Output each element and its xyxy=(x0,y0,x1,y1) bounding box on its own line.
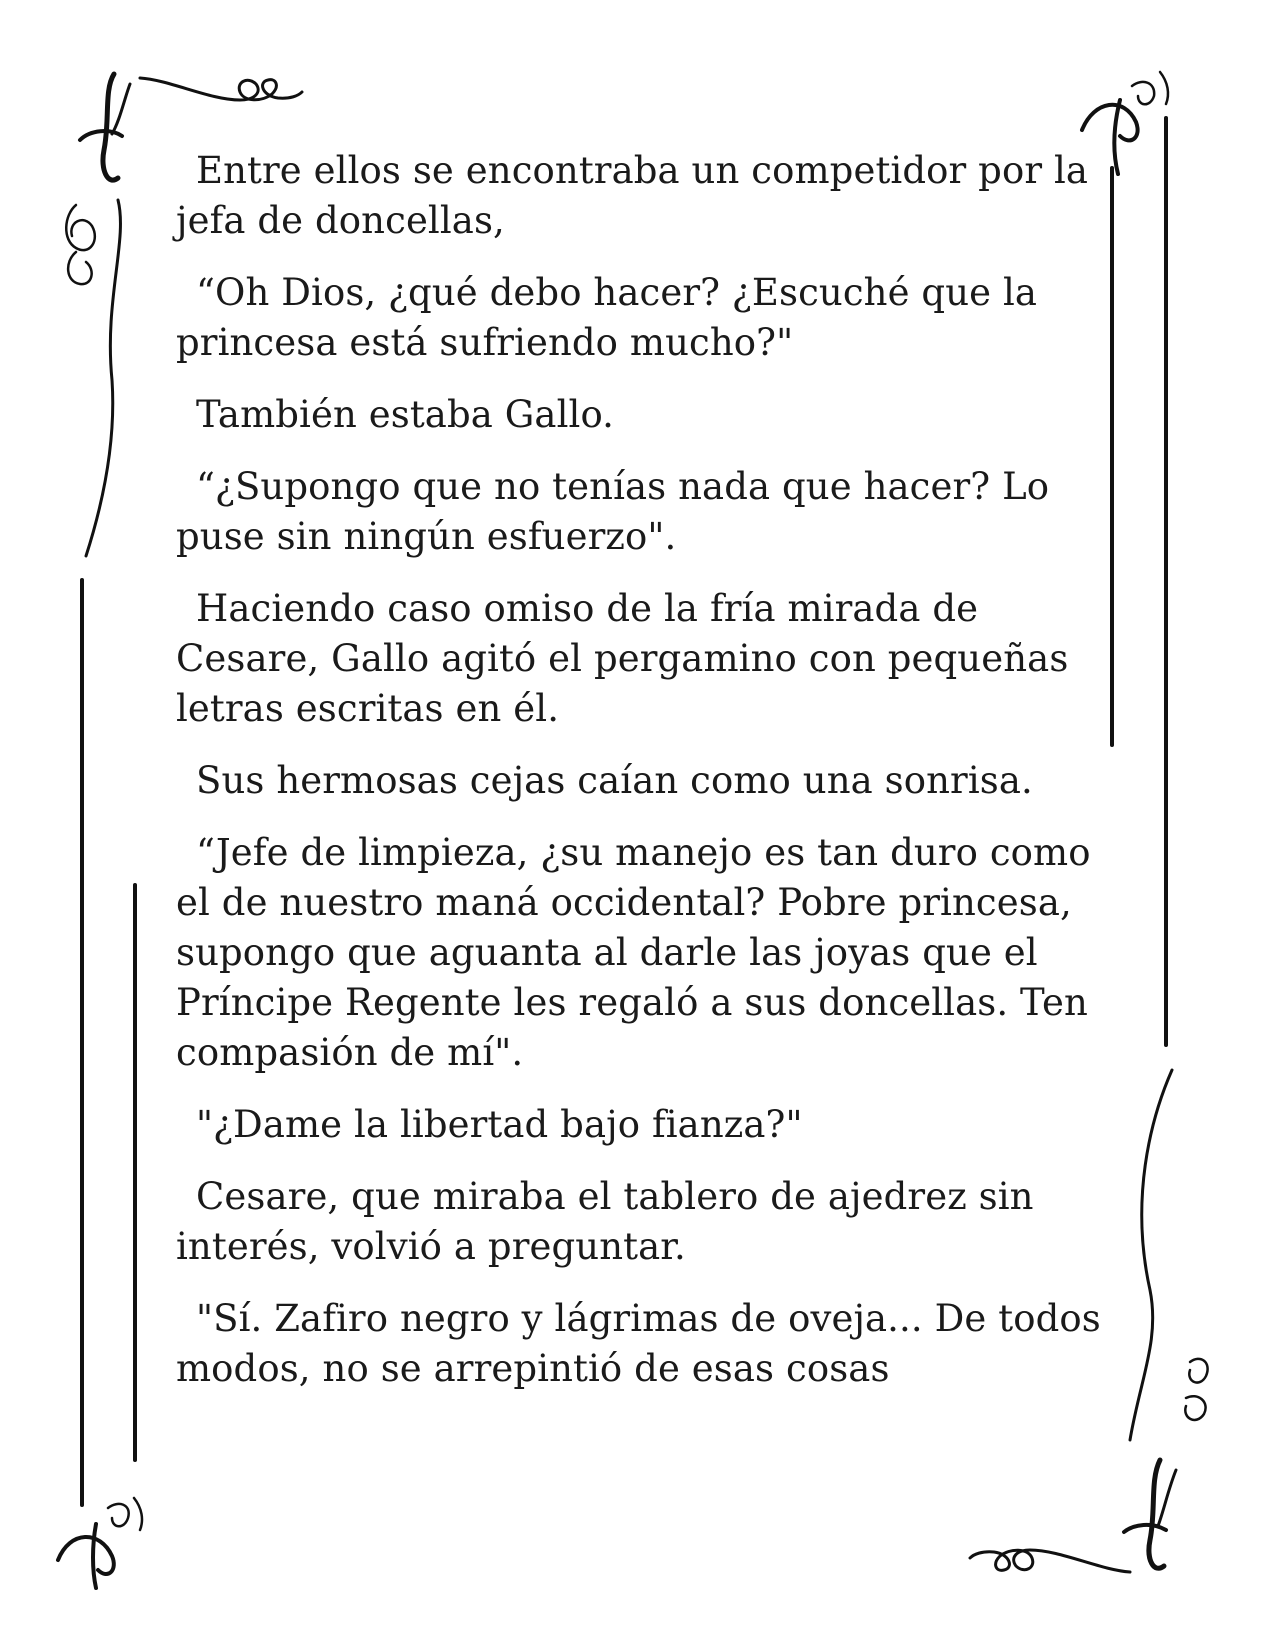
paragraph-3: También estaba Gallo. xyxy=(196,393,615,436)
paragraph-9: Cesare, que miraba el tablero de ajedrez sin interés, volvió a preguntar. xyxy=(176,1175,1034,1268)
paragraph-1: Entre ellos se encontraba un competidor por la jefa de doncellas, xyxy=(176,149,1089,242)
paragraph-4: “¿Supongo que no tenías nada que hacer? Lo puse sin ningún esfuerzo". xyxy=(176,465,1050,558)
paragraph-5: Haciendo caso omiso de la fría mirada de Cesare, Gallo agitó el pergamino con pequeñas letras escritas en él. xyxy=(176,587,1069,730)
bottom-left-flourish-icon xyxy=(58,1498,142,1588)
paragraph-10: "Sí. Zafiro negro y lágrimas de oveja... De todos modos, no se arrepintió de esas cosas xyxy=(176,1297,1101,1390)
paragraph-2: “Oh Dios, ¿qué debo hacer? ¿Escuché que la princesa está sufriendo mucho?" xyxy=(176,271,1038,364)
body-text xyxy=(176,146,1106,1416)
paragraph-8: "¿Dame la libertad bajo fianza?" xyxy=(196,1103,803,1146)
paragraph-6: Sus hermosas cejas caían como una sonrisa. xyxy=(196,759,1033,802)
paragraph-7: “Jefe de limpieza, ¿su manejo es tan duro como el de nuestro maná occidental? Pobre princesa, supongo que aguanta al darle las joyas que el Príncipe Regente les regaló a sus doncellas. Ten compasión de mí". xyxy=(176,831,1091,1074)
